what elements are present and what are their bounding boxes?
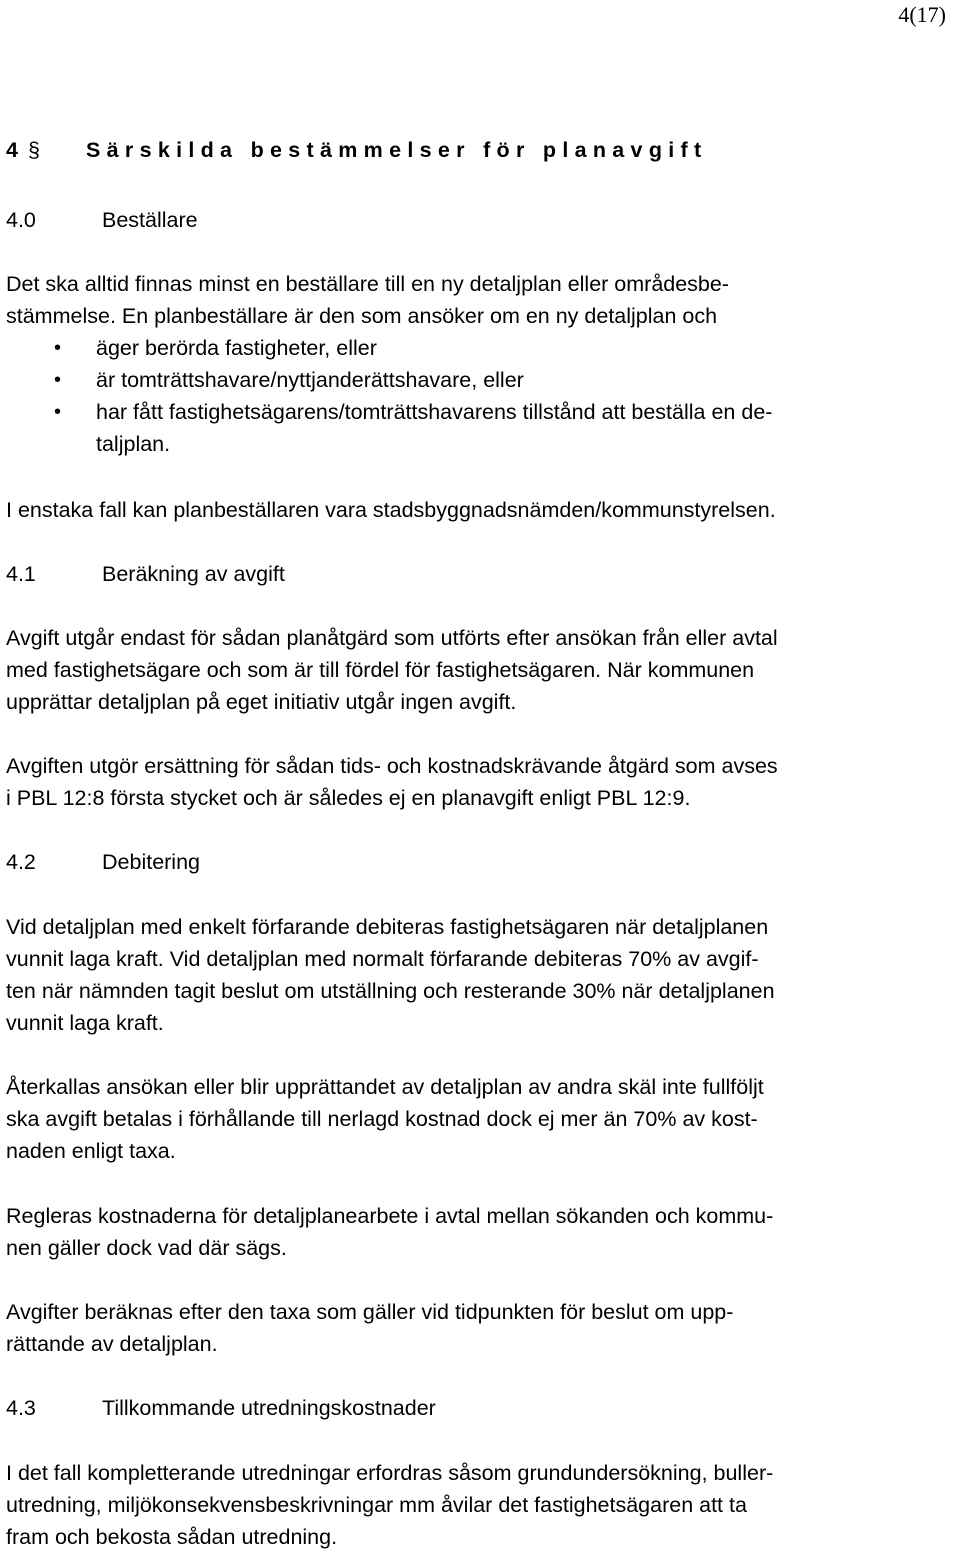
text-line: I det fall kompletterande utredningar erfordras såsom grundundersökning, buller- <box>6 1461 774 1485</box>
text-line: ska avgift betalas i förhållande till nerlagd kostnad dock ej mer än 70% av kost- <box>6 1107 758 1131</box>
heading-4-3 <box>6 1392 436 1424</box>
text-line: nen gäller dock vad där sägs. <box>6 1236 287 1260</box>
paragraph-4-1-1 <box>6 622 906 718</box>
text-line: fram och bekosta sådan utredning. <box>6 1525 338 1549</box>
bullet-icon: • <box>54 337 62 359</box>
list-item <box>6 396 906 460</box>
page-number: 4(17) <box>898 2 946 27</box>
bullet-list <box>6 332 906 460</box>
heading-4-1 <box>6 558 285 590</box>
paragraph-4-0-intro <box>6 268 906 332</box>
paragraph-4-3-1 <box>6 1457 906 1553</box>
text-line: taljplan. <box>96 432 171 456</box>
section-title: Särskilda bestämmelser för planavgift <box>86 138 708 162</box>
text-line: naden enligt taxa. <box>6 1139 176 1163</box>
text-line: Avgift utgår endast för sådan planåtgärd som utförts efter ansökan från eller avtal <box>6 626 778 650</box>
text-line: är tomträttshavare/nyttjanderättshavare, eller <box>96 368 524 392</box>
text-line: Avgifter beräknas efter den taxa som gäller vid tidpunkten för beslut om upp- <box>6 1300 734 1324</box>
paragraph-4-2-4 <box>6 1296 906 1360</box>
bullet-icon: • <box>54 369 62 391</box>
text-line: Vid detaljplan med enkelt förfarande debiteras fastighetsägaren när detaljplanen <box>6 915 769 939</box>
paragraph-4-1-2 <box>6 750 906 814</box>
text-line: upprättar detaljplan på eget initiativ utgår ingen avgift. <box>6 690 517 714</box>
text-line: Regleras kostnaderna för detaljplanearbete i avtal mellan sökanden och kommu- <box>6 1204 774 1228</box>
text-line: ten när nämnden tagit beslut om utställning och resterande 30% när detaljplanen <box>6 979 775 1003</box>
section-number: 4 <box>6 138 18 162</box>
text-line: Återkallas ansökan eller blir upprättandet av detaljplan av andra skäl inte fullföljt <box>6 1075 764 1099</box>
heading-title: Tillkommande utredningskostnader <box>102 1396 436 1420</box>
paragraph-4-2-3 <box>6 1200 906 1264</box>
heading-4-2 <box>6 846 200 878</box>
text-line: rättande av detaljplan. <box>6 1332 218 1356</box>
text-line: utredning, miljökonsekvensbeskrivningar mm åvilar det fastighetsägaren att ta <box>6 1493 747 1517</box>
text-line: I enstaka fall kan planbeställaren vara stadsbyggnadsnämden/kommunstyrelsen. <box>6 498 776 522</box>
paragraph-4-2-1 <box>6 911 906 1039</box>
list-item <box>6 332 906 364</box>
heading-title: Beräkning av avgift <box>102 562 285 586</box>
bullet-icon: • <box>54 401 62 423</box>
text-line: Det ska alltid finnas minst en beställare till en ny detaljplan eller områdesbe- <box>6 272 730 296</box>
heading-title: Beställare <box>102 208 198 232</box>
list-item <box>6 364 906 396</box>
text-line: i PBL 12:8 första stycket och är således ej en planavgift enligt PBL 12:9. <box>6 786 691 810</box>
heading-number: 4.0 <box>6 208 36 232</box>
paragraph-4-0-note <box>6 494 906 526</box>
text-line: har fått fastighetsägarens/tomträttshavarens tillstånd att beställa en de- <box>96 400 773 424</box>
paragraph-4-2-2 <box>6 1071 906 1167</box>
heading-number: 4.3 <box>6 1396 36 1420</box>
text-line: med fastighetsägare och som är till fördel för fastighetsägaren. När kommunen <box>6 658 755 682</box>
text-line: Avgiften utgör ersättning för sådan tids- och kostnadskrävande åtgärd som avses <box>6 754 778 778</box>
heading-number: 4.1 <box>6 562 36 586</box>
paragraph-sign: § <box>28 138 40 162</box>
heading-title: Debitering <box>102 850 200 874</box>
text-line: stämmelse. En planbeställare är den som ansöker om en ny detaljplan och <box>6 304 718 328</box>
text-line: äger berörda fastigheter, eller <box>96 336 377 360</box>
text-line: vunnit laga kraft. Vid detaljplan med normalt förfarande debiteras 70% av avgif- <box>6 947 759 971</box>
heading-4-0 <box>6 204 198 236</box>
heading-number: 4.2 <box>6 850 36 874</box>
text-line: vunnit laga kraft. <box>6 1011 164 1035</box>
section-heading-4 <box>6 134 707 166</box>
